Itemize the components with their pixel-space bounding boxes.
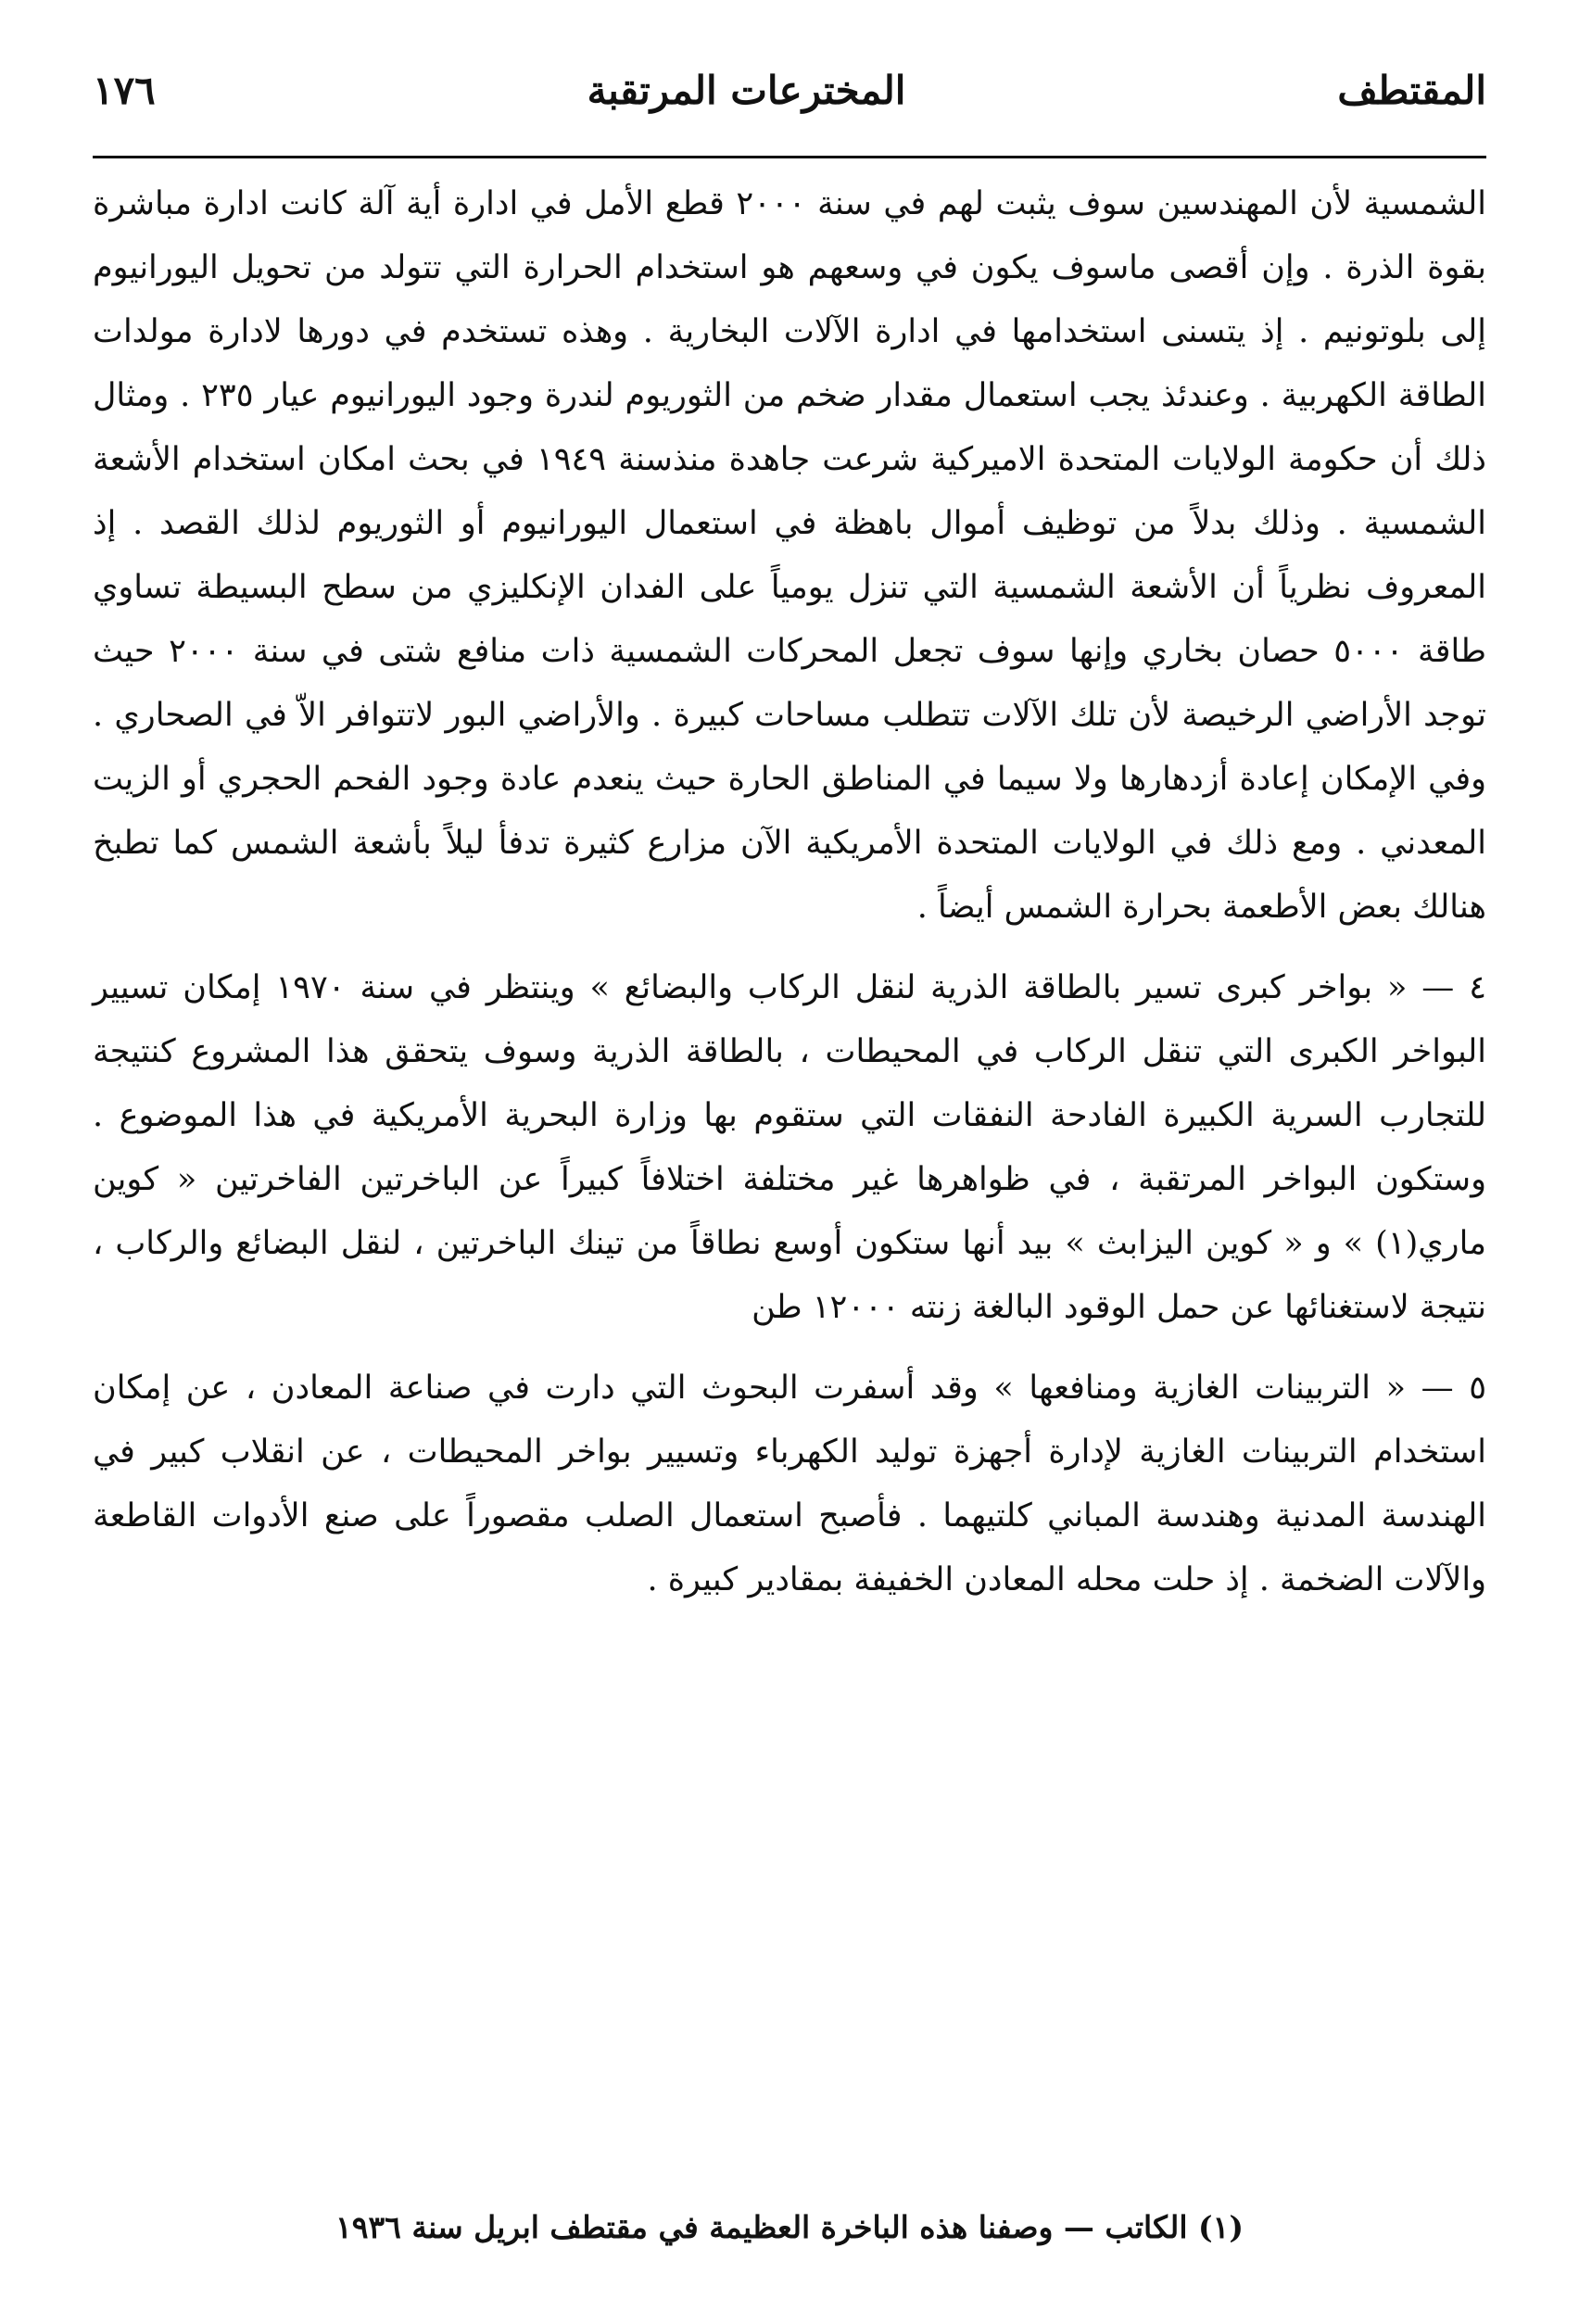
article-title: المخترعات المرتقبة xyxy=(587,67,906,113)
running-head xyxy=(93,57,1486,122)
body-text xyxy=(93,172,1486,1612)
paragraph-gas-turbines: ٥ — « التربينات الغازية ومنافعها » وقد أسفرت البحوث التي دارت في صناعة المعادن ، عن إمكان استخدام التربينات الغازية لإدارة أجهزة توليد الكهرباء وتسيير بواخر المحيطات ، عن انقلاب كبير في الهندسة المدنية وهندسة المباني كلتيهما . فأصبح استعمال الصلب مقصوراً على صنع الأدوات القاطعة والآلات الضخمة . إذ حلت محله المعادن الخفيفة بمقادير كبيرة . xyxy=(93,1370,1486,1598)
page-number: ١٧٦ xyxy=(93,67,156,113)
footnote: (١) الكاتب — وصفنا هذه الباخرة العظيمة في مقتطف ابريل سنة ١٩٣٦ xyxy=(335,2209,1244,2245)
header-rule xyxy=(93,156,1486,158)
paragraph-solar-energy: الشمسية لأن المهندسين سوف يثبت لهم في سنة ٢٠٠٠ قطع الأمل في ادارة أية آلة كانت ادارة مباشرة بقوة الذرة . وإن أقصى ماسوف يكون في وسعهم هو استخدام الحرارة التي تتولد من تحويل اليورانيوم إلى بلوتونيم . إذ يتسنى استخدامها في ادارة الآلات البخارية . وهذه تستخدم في دورها لادارة مولدات الطاقة الكهربية . وعندئذ يجب استعمال مقدار ضخم من الثوريوم لندرة وجود اليورانيوم عيار ٢٣٥ . ومثال ذلك أن حكومة الولايات المتحدة الاميركية شرعت جاهدة منذسنة ١٩٤٩ في بحث امكان استخدام الأشعة الشمسية . وذلك بدلاً من توظيف أموال باهظة في استعمال اليورانيوم أو الثوريوم لذلك القصد . إذ المعروف نظرياً أن الأشعة الشمسية التي تنزل يومياً على الفدان الإنكليزي من سطح البسيطة تساوي طاقة ٥٠٠٠ حصان بخاري وإنها سوف تجعل المحركات الشمسية ذات منافع شتى في سنة ٢٠٠٠ حيث توجد الأراضي الرخيصة لأن تلك الآلات تتطلب مساحات كبيرة . والأراضي البور لاتتوافر الاّ في الصحاري . وفي الإمكان إعادة أزدهارها ولا سيما في المناطق الحارة حيث ينعدم عادة وجود الفحم الحجري أو الزيت المعدني . ومع ذلك في الولايات المتحدة الأمريكية الآن مزارع كثيرة تدفأ ليلاً بأشعة الشمس كما تطبخ هنالك بعض الأطعمة بحرارة الشمس أيضاً . xyxy=(93,185,1486,926)
journal-name: المقتطف xyxy=(1337,67,1486,113)
paragraph-atomic-ships: ٤ — « بواخر كبرى تسير بالطاقة الذرية لنقل الركاب والبضائع » وينتظر في سنة ١٩٧٠ إمكان تسيير البواخر الكبرى التي تنقل الركاب في المحيطات ، بالطاقة الذرية وسوف يتحقق هذا المشروع كنتيجة للتجارب السرية الكبيرة الفادحة النفقات التي ستقوم بها وزارة البحرية الأمريكية في هذا الموضوع . وستكون البواخر المرتقبة ، في ظواهرها غير مختلفة اختلافاً كبيراً عن الباخرتين الفاخرتين « كوين ماري(١) » و « كوين اليزابث » بيد أنها ستكون أوسع نطاقاً من تينك الباخرتين ، لنقل البضائع والركاب ، نتيجة لاستغنائها عن حمل الوقود البالغة زنته ١٢٠٠٠ طن xyxy=(93,969,1486,1326)
